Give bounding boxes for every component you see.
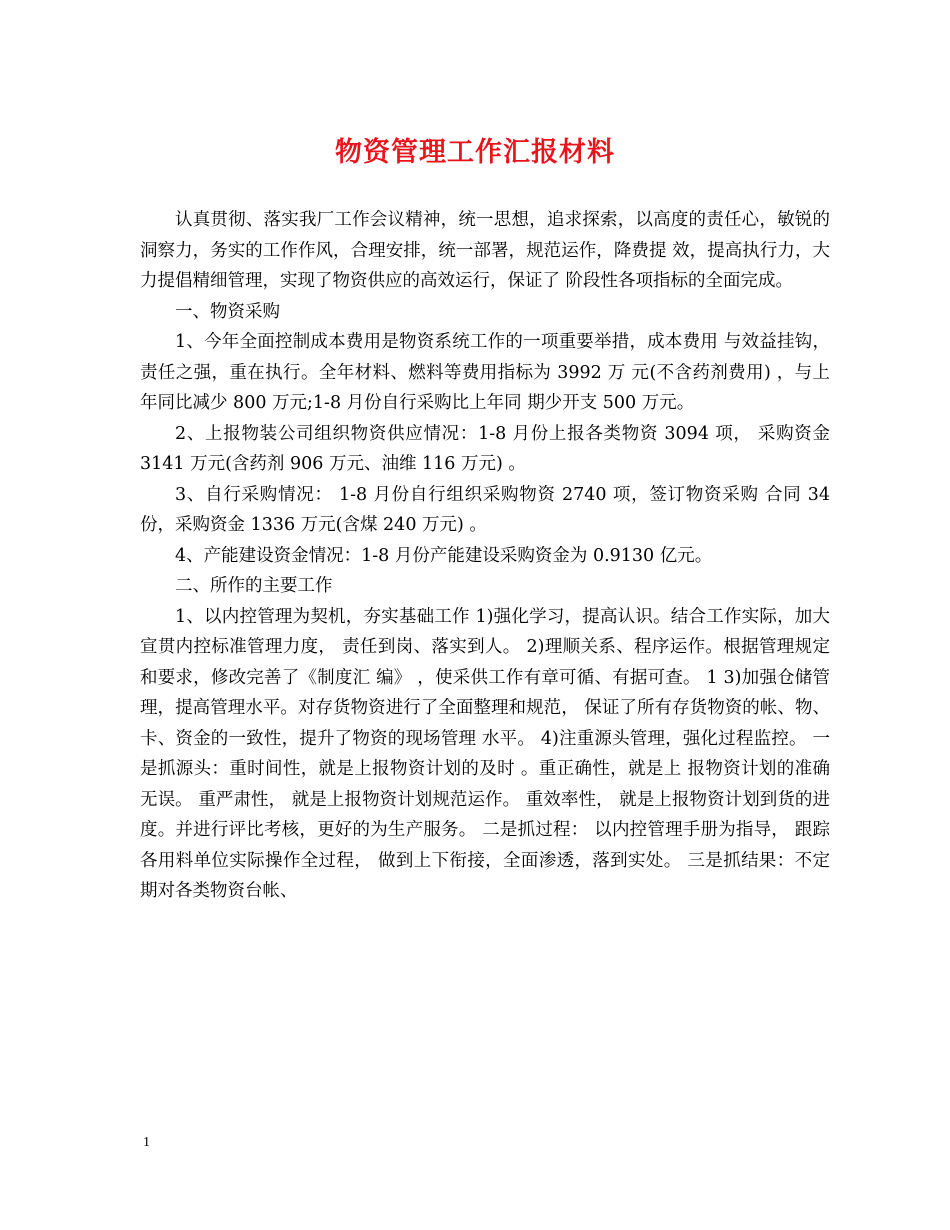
paragraph-reported-supply: 2、上报物装公司组织物资供应情况：1-8 月份上报各类物资 3094 项， 采购资金 3141 万元(含药剂 906 万元、油维 116 万元) 。 — [140, 423, 830, 474]
paragraph-intro: 认真贯彻、落实我厂工作会议精神，统一思想，追求探索，以高度的责任心，敏锐的洞察力，务实的工作作风，合理安排，统一部署，规范运作，降费提 效，提高执行力，大力提倡精细管理，实现了物资供应的高效运行，保证了 阶段性各项指标的全面完成。 — [140, 210, 830, 291]
page-number: 1 — [143, 1135, 150, 1150]
paragraph-internal-control: 1、以内控管理为契机，夯实基础工作 1)强化学习，提高认识。结合工作实际，加大宣贯内控标准管理力度， 责任到岗、落实到人。 2)理顺关系、程序运作。根据管理规定和要求，修改完善了《制度汇 编》 ，使采供工作有章可循、有据可查。 1 3)加强仓储管理，提高管理水平。对存货物资进行了全面整理和规范， 保证了所有存货物资的帐、物、卡、资金的一致性，提升了物资的现场管理 水平。 4)注重源头管理，强化过程监控。 一是抓源头：重时间性，就是上报物资计划的及时 。重正确性，就是上 报物资计划的准确无误。 重严肃性， 就是上报物资计划规范运作。 重效率性， 就是上报物资计划到货的进度。并进行评比考核，更好的为生产服务。 二是抓过程： 以内控管理手册为指导， 跟踪各用料单位实际操作全过程， 做到上下衔接，全面渗透，落到实处。 三是抓结果：不定期对各类物资台帐、 — [140, 606, 830, 901]
section-heading-main-work: 二、所作的主要工作 — [175, 576, 333, 596]
paragraph-capacity-funds: 4、产能建设资金情况：1-8 月份产能建设采购资金为 0.9130 亿元。 — [175, 545, 713, 566]
document-body — [140, 205, 830, 907]
document-title: 物资管理工作汇报材料 — [335, 137, 615, 168]
paragraph-cost-control: 1、今年全面控制成本费用是物资系统工作的一项重要举措，成本费用 与效益挂钩，责任之强，重在执行。全年材料、燃料等费用指标为 3992 万 元(不含药剂费用) ，与上年同比减少 800 万元;1-8 月份自行采购比上年同 期少开支 500 万元。 — [140, 332, 830, 413]
section-heading-procurement: 一、物资采购 — [175, 301, 280, 322]
paragraph-self-procurement: 3、自行采购情况： 1-8 月份自行组织采购物资 2740 项，签订物资采购 合同 34 份，采购资金 1336 万元(含煤 240 万元) 。 — [140, 484, 830, 535]
